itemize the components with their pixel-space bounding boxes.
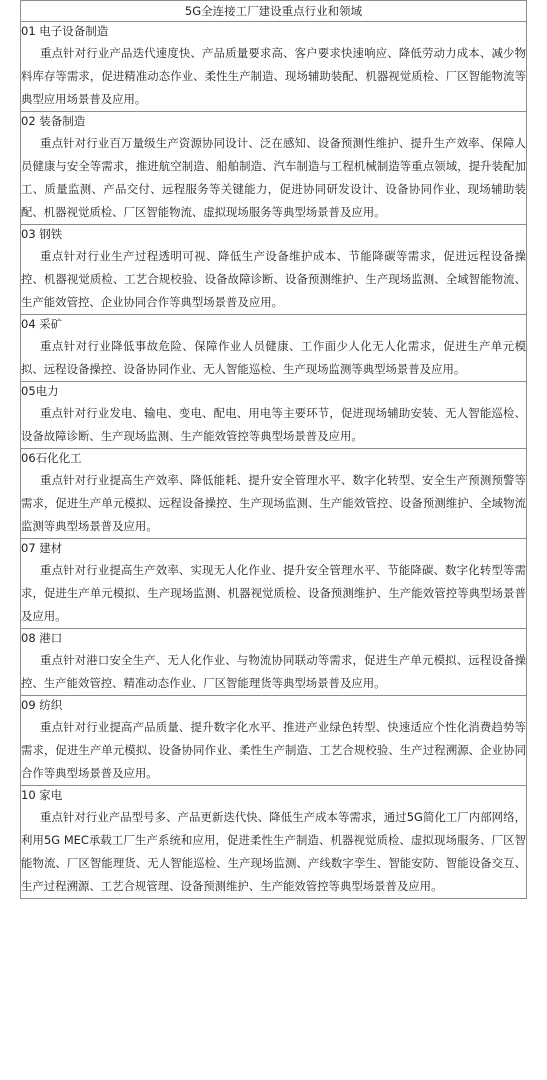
section-body: 重点针对行业发电、输电、变电、配电、用电等主要环节，促进现场辅助安装、无人智能巡检、设备故障诊断、生产现场监测、生产能效管控等典型场景普及应用。 — [21, 406, 526, 443]
section-body: 重点针对行业产品迭代速度快、产品质量要求高、客户要求快速响应、降低劳动力成本、减少物料库存等需求，促进精准动态作业、柔性生产制造、现场辅助装配、机器视觉质检、厂区智能物流等典型应用场景普及应用。 — [21, 46, 526, 106]
section-cell — [21, 225, 527, 315]
industry-table — [20, 0, 527, 899]
section-body: 重点针对行业生产过程透明可视、降低生产设备维护成本、节能降碳等需求，促进远程设备操控、机器视觉质检、工艺合规校验、设备故障诊断、设备预测维护、生产现场监测、全域智能物流、生产能效管控、企业协同合作等典型场景普及应用。 — [21, 249, 526, 309]
section-body: 重点针对行业提高生产效率、实现无人化作业、提升安全管理水平、节能降碳、数字化转型等需求，促进生产单元模拟、生产现场监测、机器视觉质检、设备预测维护、生产能效管控等典型场景普及应用。 — [21, 563, 526, 623]
section-heading: 09 纺织 — [21, 698, 63, 712]
section-row — [21, 449, 527, 539]
section-row — [21, 225, 527, 315]
section-cell — [21, 315, 527, 382]
section-heading: 04 采矿 — [21, 317, 63, 331]
section-row — [21, 315, 527, 382]
section-cell — [21, 696, 527, 786]
section-body: 重点针对行业提高产品质量、提升数字化水平、推进产业绿色转型、快速适应个性化消费趋势等需求，促进生产单元模拟、设备协同作业、柔性生产制造、工艺合规校验、生产过程溯源、企业协同合作等典型场景普及应用。 — [21, 720, 526, 780]
section-row — [21, 539, 527, 629]
section-body: 重点针对港口安全生产、无人化作业、与物流协同联动等需求，促进生产单元模拟、远程设备操控、生产能效管控、精准动态作业、厂区智能理货等典型场景普及应用。 — [21, 653, 526, 690]
section-heading: 07 建材 — [21, 541, 63, 555]
section-heading: 05电力 — [21, 384, 59, 398]
section-cell — [21, 629, 527, 696]
section-heading: 10 家电 — [21, 788, 63, 802]
section-cell — [21, 786, 527, 899]
section-row — [21, 786, 527, 899]
section-cell — [21, 449, 527, 539]
section-body: 重点针对行业提高生产效率、降低能耗、提升安全管理水平、数字化转型、安全生产预测预警等需求，促进生产单元模拟、远程设备操控、生产现场监测、生产能效管控、设备预测维护、全域物流监测等典型场景普及应用。 — [21, 473, 526, 533]
section-body: 重点针对行业产品型号多、产品更新迭代快、降低生产成本等需求，通过5G简化工厂内部网络，利用5G MEC承载工厂生产系统和应用，促进柔性生产制造、机器视觉质检、虚拟现场服务、厂区智能物流、厂区智能理货、无人智能巡检、生产现场监测、产线数字孪生、智能安防、智能设备交互、生产过程溯源、工艺合规管理、设备预测维护、生产能效管控等典型场景普及应用。 — [21, 810, 526, 893]
section-cell — [21, 112, 527, 225]
section-row — [21, 629, 527, 696]
section-cell — [21, 382, 527, 449]
section-heading: 08 港口 — [21, 631, 63, 645]
section-row — [21, 696, 527, 786]
section-cell — [21, 22, 527, 112]
table-title: 5G全连接工厂建设重点行业和领域 — [21, 1, 527, 22]
section-body: 重点针对行业降低事故危险、保障作业人员健康、工作面少人化无人化需求，促进生产单元模拟、远程设备操控、设备协同作业、无人智能巡检、生产现场监测等典型场景普及应用。 — [21, 339, 526, 376]
section-row — [21, 112, 527, 225]
section-cell — [21, 539, 527, 629]
section-heading: 02 装备制造 — [21, 114, 86, 128]
section-row — [21, 22, 527, 112]
section-heading: 01 电子设备制造 — [21, 24, 109, 38]
table-title-row — [21, 1, 527, 22]
section-heading: 06石化化工 — [21, 451, 82, 465]
section-heading: 03 钢铁 — [21, 227, 63, 241]
section-body: 重点针对行业百万量级生产资源协同设计、泛在感知、设备预测性维护、提升生产效率、保障人员健康与安全等需求，推进航空制造、船舶制造、汽车制造与工程机械制造等重点领域，提升装配加工、质量监测、产品交付、远程服务等关键能力，促进协同研发设计、设备协同作业、现场辅助装配、机器视觉质检、厂区智能物流、虚拟现场服务等典型场景普及应用。 — [21, 136, 526, 219]
section-row — [21, 382, 527, 449]
